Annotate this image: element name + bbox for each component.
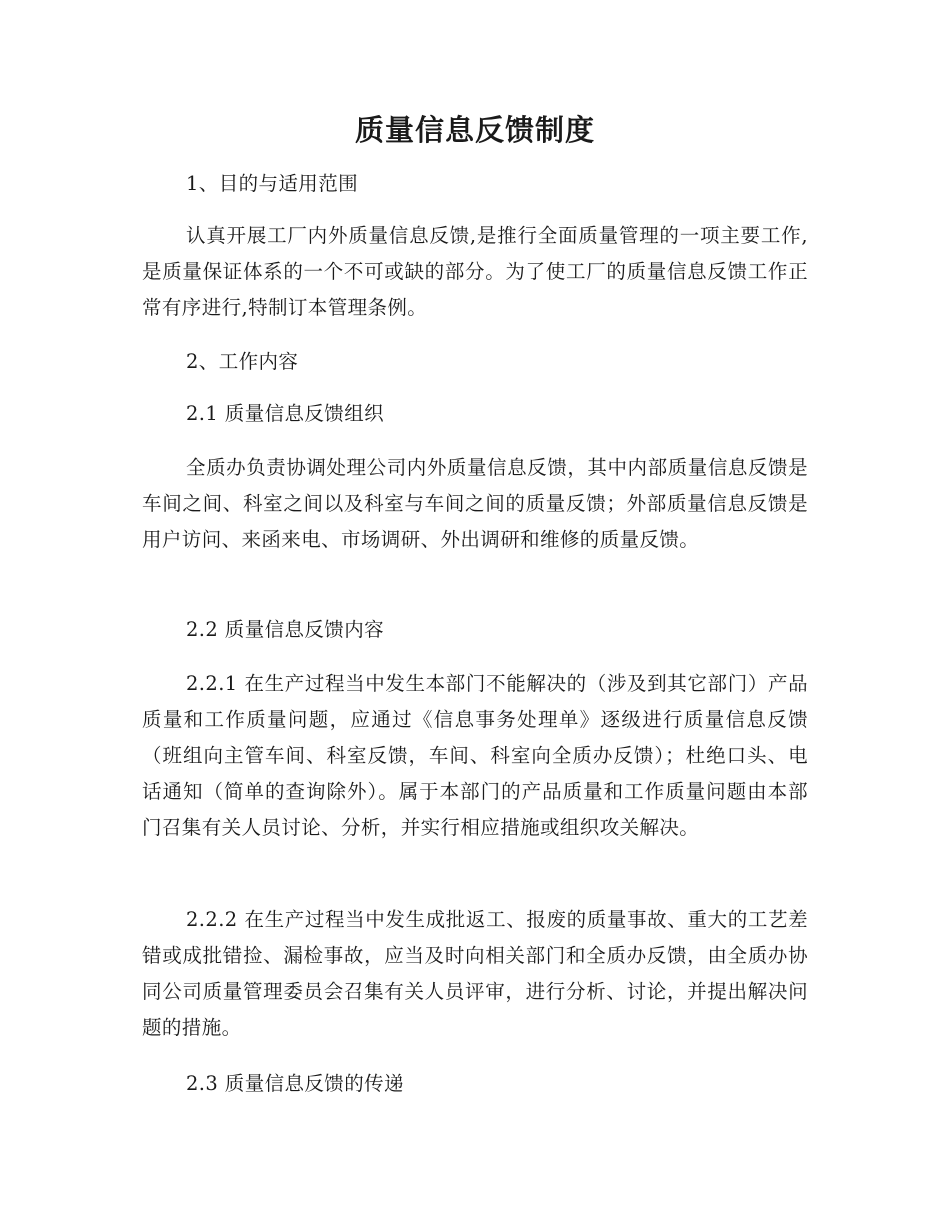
section-heading-2: 2、工作内容 — [186, 350, 299, 373]
paragraph-2-2-2: 2.2.2 在生产过程当中发生成批返工、报废的质量事故、重大的工艺差错或成批错捡、漏检事故，应当及时向相关部门和全质办反馈，由全质办协同公司质量管理委员会召集有关人员评审，进行分析、讨论，并提出解决问题的措施。 — [142, 908, 808, 1039]
section-heading-2-1: 2.1 质量信息反馈组织 — [186, 402, 385, 425]
section-heading-2-3: 2.3 质量信息反馈的传递 — [186, 1072, 404, 1095]
paragraph-purpose: 认真开展工厂内外质量信息反馈,是推行全面质量管理的一项主要工作,是质量保证体系的一个不可或缺的部分。为了使工厂的质量信息反馈工作正常有序进行,特制订本管理条例。 — [142, 224, 808, 319]
document-title: 质量信息反馈制度 — [354, 113, 595, 147]
section-heading-2-2: 2.2 质量信息反馈内容 — [186, 618, 385, 641]
paragraph-2-2-1: 2.2.1 在生产过程当中发生本部门不能解决的（涉及到其它部门）产品质量和工作质量问题，应通过《信息事务处理单》逐级进行质量信息反馈（班组向主管车间、科室反馈，车间、科室向全质办反馈）；杜绝口头、电话通知（简单的查询除外）。属于本部门的产品质量和工作质量问题由本部门召集有关人员讨论、分析，并实行相应措施或组织攻关解决。 — [142, 672, 808, 839]
paragraph-organization: 全质办负责协调处理公司内外质量信息反馈，其中内部质量信息反馈是车间之间、科室之间以及科室与车间之间的质量反馈；外部质量信息反馈是用户访问、来函来电、市场调研、外出调研和维修的质量反馈。 — [142, 456, 808, 551]
section-heading-1: 1、目的与适用范围 — [186, 172, 359, 195]
